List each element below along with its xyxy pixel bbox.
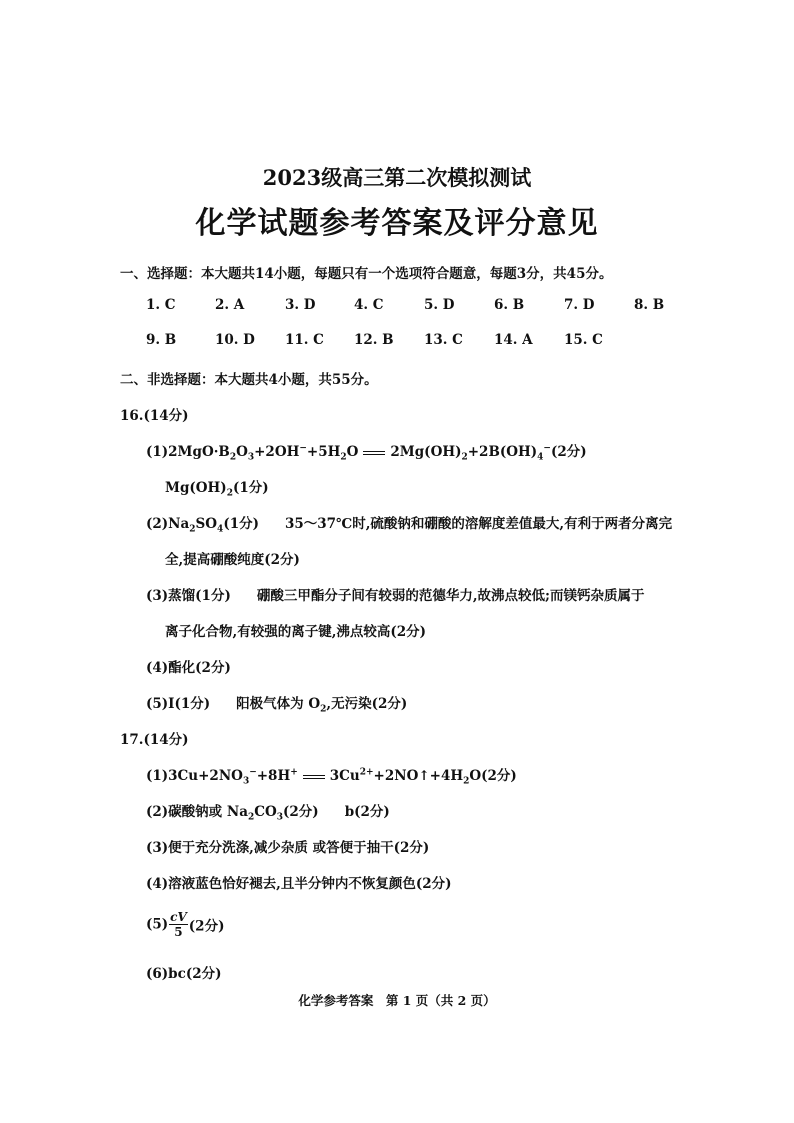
answer-item: 3. D [285,297,316,313]
answer-item: 15. C [564,332,603,348]
q16-part2-line1: $(2)Na_2SO_4(1$分) 35～37℃时,硫酸钠和硼酸的溶解度差值最大,有利于两者分离完 [146,516,673,535]
answer-item: 9. B [146,332,177,348]
q16-part3-line2: 离子化合物,有较强的离子键,沸点较高(2分) [165,624,427,640]
q17-part6: (6)bc(2分) [146,966,222,982]
exam-subtitle: 2023级高三第二次模拟测试 [262,165,532,190]
answer-item: 7. D [564,297,595,313]
answer-item: 11. C [285,332,324,348]
q16-part5: (5)I(1分) 阳极气体为 $O_2$,无污染(2分) [146,696,408,715]
answer-item: 13. C [424,332,463,348]
q16-part1-second-answer: $Mg(OH)_2(1$分) [165,480,269,499]
answer-item: 14. A [494,332,533,348]
q17-part4: (4)溶液蓝色恰好褪去,且半分钟内不恢复颜色(2分) [146,876,452,892]
q17-part3: (3)便于充分洗涤,减少杂质 或答便于抽干(2分) [146,840,430,856]
answer-item: 6. B [494,297,525,313]
section2-heading: 二、非选择题：本大题共4小题，共55分。 [120,372,378,388]
equals-sign-icon [363,451,385,455]
page-title: 化学试题参考答案及评分意见 [195,206,599,241]
q16-part2-line2: 全,提高硼酸纯度(2分) [165,552,300,568]
answer-item: 1. C [146,297,176,313]
answer-item: 5. D [424,297,455,313]
answer-item: 8. B [634,297,665,313]
answer-item: 2. A [215,297,245,313]
q17-part1-equation: $(1)3Cu+2NO_3^-+8H^+$ $3Cu^{2+}+2NO↑+4H_2O(2$分) [146,767,517,787]
section1-heading: 一、选择题：本大题共14小题，每题只有一个选项符合题意，每题3分，共45分。 [120,266,613,282]
answer-item: 10. D [215,332,255,348]
fraction: $\frac{cV}{5}$ [170,910,187,939]
q16-part4: (4)酯化(2分) [146,660,231,676]
q16-part3-line1: (3)蒸馏(1分) 硼酸三甲酯分子间有较弱的范德华力,故沸点较低;而镁钙杂质属于 [146,588,645,604]
q16-label: 16.(14分) [120,408,189,424]
q16-part1-equation: $(1)2MgO\cdot B_2O_3+2OH^-+5H_2O$ $2Mg(OH)_2+2B(OH)_4^-(2$分) [146,443,587,463]
answer-item: 4. C [354,297,384,313]
answer-item: 12. B [354,332,394,348]
q17-part2: (2)碳酸钠或 $Na_2CO_3(2$分) b(2分) [146,804,390,823]
equals-sign-icon [303,775,325,779]
q17-part5: (5) $\frac{cV}{5}$ (2分) [146,910,225,939]
q17-label: 17.(14分) [120,732,189,748]
page-footer: 化学参考答案 第 1 页（共 2 页） [298,993,496,1008]
